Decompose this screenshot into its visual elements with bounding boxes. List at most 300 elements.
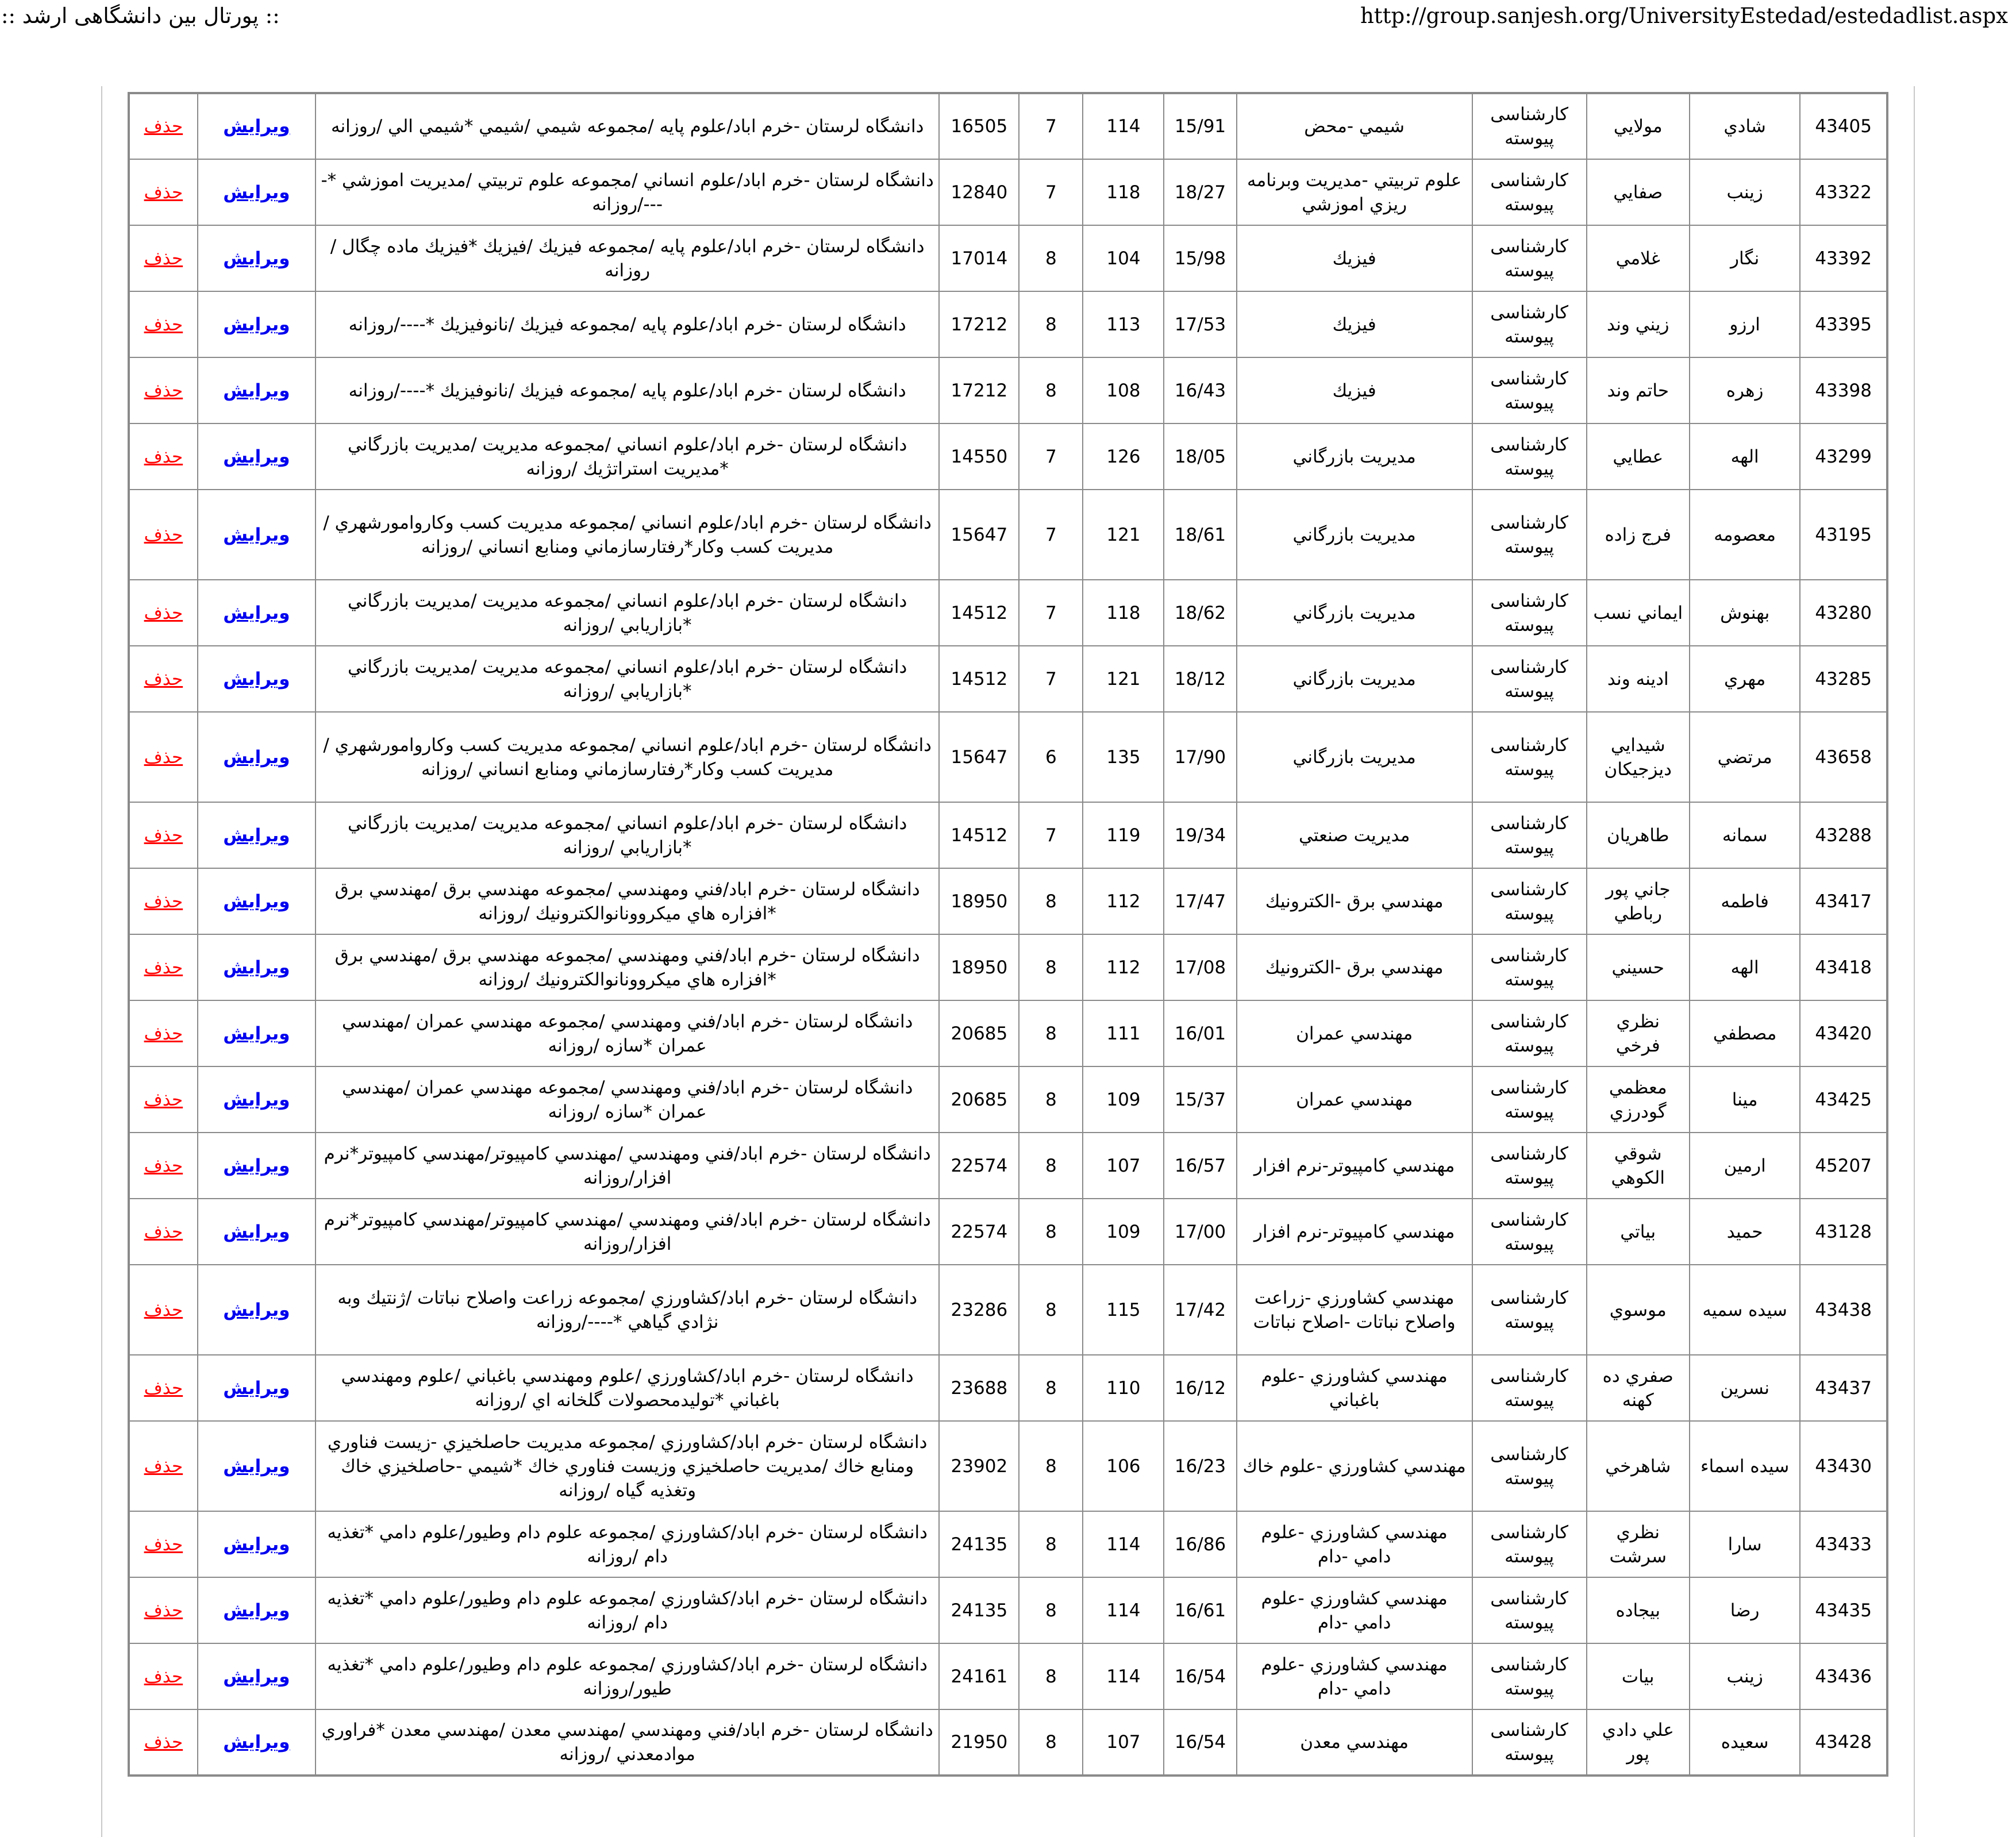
cell-first-name: حميد (1690, 1199, 1800, 1265)
delete-link[interactable]: حذف (144, 1299, 183, 1320)
table-row (129, 802, 1887, 868)
edit-link[interactable]: ويرايش (223, 1299, 290, 1320)
cell-last-name: زيني وند (1587, 291, 1690, 357)
cell-first-name: الهه (1690, 934, 1800, 1000)
cell-edit (198, 1421, 316, 1511)
delete-link[interactable]: حذف (144, 1089, 183, 1110)
cell-semesters: 7 (1019, 646, 1083, 712)
edit-link[interactable]: ويرايش (223, 1089, 290, 1110)
cell-gpa: 18/12 (1164, 646, 1236, 712)
cell-edit (198, 1643, 316, 1709)
cell-delete (129, 1709, 198, 1776)
cell-first-name: ارمين (1690, 1133, 1800, 1199)
cell-program-code: 15647 (939, 712, 1019, 802)
cell-rank: 118 (1083, 159, 1164, 225)
table-row (129, 712, 1887, 802)
cell-delete (129, 1265, 198, 1355)
edit-link[interactable]: ويرايش (223, 825, 290, 846)
cell-field: مهندسي برق -الكترونيك (1237, 934, 1472, 1000)
edit-link[interactable]: ويرايش (223, 602, 290, 623)
cell-rank: 126 (1083, 423, 1164, 490)
cell-gpa: 17/42 (1164, 1265, 1236, 1355)
cell-delete (129, 357, 198, 423)
cell-last-name: شيدايي ديزجيكان (1587, 712, 1690, 802)
cell-program-desc: دانشگاه لرستان -خرم اباد/علوم پايه /مجموعه فيزيك /فيزيك *فيزيك ماده چگال /روزانه (316, 225, 940, 291)
cell-program-desc: دانشگاه لرستان -خرم اباد/علوم پايه /مجموعه شيمي /شيمي *شيمي الي /روزانه (316, 93, 940, 159)
edit-link[interactable]: ويرايش (223, 1023, 290, 1044)
cell-degree: كارشناسی پيوسته (1472, 1133, 1587, 1199)
cell-field: مهندسي كشاورزي -علوم خاك (1237, 1421, 1472, 1511)
table-row (129, 423, 1887, 490)
cell-first-name: نگار (1690, 225, 1800, 291)
cell-program-desc: دانشگاه لرستان -خرم اباد/علوم انساني /مجموعه علوم تربيتي /مديريت اموزشي *----/روزانه (316, 159, 940, 225)
table-row (129, 1511, 1887, 1577)
cell-rank: 114 (1083, 93, 1164, 159)
cell-program-desc: دانشگاه لرستان -خرم اباد/كشاورزي /مجموعه علوم دام وطيور/علوم دامي *تغذيه دام /روزانه (316, 1577, 940, 1643)
edit-link[interactable]: ويرايش (223, 1732, 290, 1753)
cell-delete (129, 802, 198, 868)
cell-last-name: شوقي الكوهي (1587, 1133, 1690, 1199)
cell-degree: كارشناسی پيوسته (1472, 1643, 1587, 1709)
cell-last-name: غلامي (1587, 225, 1690, 291)
cell-degree: كارشناسی پيوسته (1472, 93, 1587, 159)
cell-rank: 115 (1083, 1265, 1164, 1355)
cell-id: 45207 (1800, 1133, 1887, 1199)
cell-edit (198, 712, 316, 802)
delete-link[interactable]: حذف (144, 1732, 183, 1753)
cell-degree: كارشناسی پيوسته (1472, 868, 1587, 934)
cell-edit (198, 1066, 316, 1133)
cell-id: 43280 (1800, 580, 1887, 646)
cell-program-code: 22574 (939, 1199, 1019, 1265)
cell-semesters: 8 (1019, 1066, 1083, 1133)
cell-delete (129, 1199, 198, 1265)
cell-edit (198, 1133, 316, 1199)
delete-link[interactable]: حذف (144, 891, 183, 912)
cell-edit (198, 1000, 316, 1066)
table-row (129, 490, 1887, 580)
cell-id: 43299 (1800, 423, 1887, 490)
cell-delete (129, 93, 198, 159)
cell-degree: كارشناسی پيوسته (1472, 1199, 1587, 1265)
cell-program-desc: دانشگاه لرستان -خرم اباد/كشاورزي /علوم ومهندسي باغباني /علوم ومهندسي باغباني *توليدمحصولات گلخانه اي /روزانه (316, 1355, 940, 1421)
cell-semesters: 6 (1019, 712, 1083, 802)
cell-id: 43428 (1800, 1709, 1887, 1776)
table-row (129, 1133, 1887, 1199)
edit-link[interactable]: ويرايش (223, 1455, 290, 1477)
cell-gpa: 16/61 (1164, 1577, 1236, 1643)
delete-link[interactable]: حذف (144, 1155, 183, 1176)
cell-first-name: سيده اسماء (1690, 1421, 1800, 1511)
cell-gpa: 15/98 (1164, 225, 1236, 291)
cell-field: مهندسي كشاورزي -علوم دامي -دام (1237, 1577, 1472, 1643)
table-row (129, 1000, 1887, 1066)
delete-link[interactable]: حذف (144, 1600, 183, 1621)
edit-link[interactable]: ويرايش (223, 380, 290, 401)
edit-link[interactable]: ويرايش (223, 746, 290, 768)
cell-last-name: عطايي (1587, 423, 1690, 490)
cell-edit (198, 423, 316, 490)
cell-edit (198, 1355, 316, 1421)
cell-semesters: 8 (1019, 1355, 1083, 1421)
cell-last-name: نظري فرخي (1587, 1000, 1690, 1066)
cell-delete (129, 423, 198, 490)
edit-link[interactable]: ويرايش (223, 1221, 290, 1242)
delete-link[interactable]: حذف (144, 1666, 183, 1687)
cell-gpa: 17/08 (1164, 934, 1236, 1000)
cell-program-code: 24135 (939, 1577, 1019, 1643)
cell-delete (129, 934, 198, 1000)
cell-id: 43436 (1800, 1643, 1887, 1709)
edit-link[interactable]: ويرايش (223, 314, 290, 335)
cell-program-desc: دانشگاه لرستان -خرم اباد/علوم انساني /مجموعه مديريت /مديريت بازرگاني *بازاريابي /روزانه (316, 580, 940, 646)
cell-degree: كارشناسی پيوسته (1472, 1066, 1587, 1133)
cell-edit (198, 1199, 316, 1265)
cell-program-desc: دانشگاه لرستان -خرم اباد/فني ومهندسي /مجموعه مهندسي برق /مهندسي برق *افزاره هاي ميكروونانوالكترونيك /روزانه (316, 868, 940, 934)
cell-last-name: مولايي (1587, 93, 1690, 159)
cell-rank: 118 (1083, 580, 1164, 646)
cell-program-desc: دانشگاه لرستان -خرم اباد/كشاورزي /مجموعه مديريت حاصلخيزي -زيست فناوري ومنابع خاك /مديريت حاصلخيزي وزيست فناوري خاك *شيمي -حاصلخيزي خاك وتغذيه گياه /روزانه (316, 1421, 940, 1511)
cell-first-name: مرتضي (1690, 712, 1800, 802)
cell-field: مهندسي معدن (1237, 1709, 1472, 1776)
cell-delete (129, 291, 198, 357)
cell-gpa: 16/57 (1164, 1133, 1236, 1199)
cell-semesters: 8 (1019, 1133, 1083, 1199)
cell-id: 43392 (1800, 225, 1887, 291)
table-row (129, 1066, 1887, 1133)
cell-field: مهندسي كامپيوتر-نرم افزار (1237, 1133, 1472, 1199)
cell-last-name: ايماني نسب (1587, 580, 1690, 646)
cell-degree: كارشناسی پيوسته (1472, 712, 1587, 802)
cell-gpa: 15/37 (1164, 1066, 1236, 1133)
cell-id: 43425 (1800, 1066, 1887, 1133)
cell-semesters: 8 (1019, 934, 1083, 1000)
cell-gpa: 15/91 (1164, 93, 1236, 159)
cell-first-name: ارزو (1690, 291, 1800, 357)
cell-field: شيمي -محض (1237, 93, 1472, 159)
cell-delete (129, 1511, 198, 1577)
edit-link[interactable]: ويرايش (223, 1377, 290, 1399)
cell-id: 43437 (1800, 1355, 1887, 1421)
cell-program-desc: دانشگاه لرستان -خرم اباد/علوم پايه /مجموعه فيزيك /نانوفيزيك *----/روزانه (316, 291, 940, 357)
cell-semesters: 8 (1019, 225, 1083, 291)
cell-program-desc: دانشگاه لرستان -خرم اباد/فني ومهندسي /مجموعه مهندسي عمران /مهندسي عمران *سازه /روزانه (316, 1066, 940, 1133)
cell-id: 43128 (1800, 1199, 1887, 1265)
cell-last-name: علي دادي پور (1587, 1709, 1690, 1776)
cell-gpa: 16/54 (1164, 1709, 1236, 1776)
table-row (129, 357, 1887, 423)
cell-degree: كارشناسی پيوسته (1472, 357, 1587, 423)
delete-link[interactable]: حذف (144, 1534, 183, 1555)
cell-edit (198, 934, 316, 1000)
cell-field: مهندسي عمران (1237, 1000, 1472, 1066)
delete-link[interactable]: حذف (144, 524, 183, 545)
cell-first-name: نسرين (1690, 1355, 1800, 1421)
cell-delete (129, 159, 198, 225)
cell-edit (198, 868, 316, 934)
cell-id: 43195 (1800, 490, 1887, 580)
cell-program-desc: دانشگاه لرستان -خرم اباد/علوم انساني /مجموعه مديريت /مديريت بازرگاني *مديريت استراتژيك /روزانه (316, 423, 940, 490)
cell-program-desc: دانشگاه لرستان -خرم اباد/فني ومهندسي /مهندسي كامپيوتر/مهندسي كامپيوتر*نرم افزار/روزانه (316, 1133, 940, 1199)
cell-semesters: 8 (1019, 868, 1083, 934)
cell-delete (129, 1133, 198, 1199)
cell-delete (129, 1355, 198, 1421)
cell-delete (129, 580, 198, 646)
edit-link[interactable]: ويرايش (223, 957, 290, 978)
edit-link[interactable]: ويرايش (223, 891, 290, 912)
cell-program-code: 16505 (939, 93, 1019, 159)
cell-program-code: 18950 (939, 934, 1019, 1000)
cell-degree: كارشناسی پيوسته (1472, 159, 1587, 225)
cell-first-name: فاطمه (1690, 868, 1800, 934)
cell-id: 43398 (1800, 357, 1887, 423)
edit-link[interactable]: ويرايش (223, 1155, 290, 1176)
portal-title: :: پورتال بین دانشگاهی ارشد :: (1, 3, 280, 28)
cell-gpa: 17/53 (1164, 291, 1236, 357)
cell-edit (198, 1511, 316, 1577)
cell-gpa: 16/01 (1164, 1000, 1236, 1066)
cell-rank: 108 (1083, 357, 1164, 423)
cell-program-code: 17014 (939, 225, 1019, 291)
edit-link[interactable]: ويرايش (223, 1600, 290, 1621)
cell-delete (129, 1066, 198, 1133)
cell-program-code: 20685 (939, 1066, 1019, 1133)
cell-gpa: 18/05 (1164, 423, 1236, 490)
cell-semesters: 7 (1019, 802, 1083, 868)
page-border-right (1914, 86, 1915, 1837)
cell-field: مهندسي برق -الكترونيك (1237, 868, 1472, 934)
cell-edit (198, 1265, 316, 1355)
cell-program-code: 24161 (939, 1643, 1019, 1709)
cell-id: 43433 (1800, 1511, 1887, 1577)
cell-semesters: 8 (1019, 1577, 1083, 1643)
candidates-table (128, 92, 1888, 1777)
cell-rank: 121 (1083, 646, 1164, 712)
delete-link[interactable]: حذف (144, 314, 183, 335)
cell-degree: كارشناسی پيوسته (1472, 1355, 1587, 1421)
delete-link[interactable]: حذف (144, 116, 183, 137)
edit-link[interactable]: ويرايش (223, 668, 290, 690)
cell-last-name: صفري ده كهنه (1587, 1355, 1690, 1421)
delete-link[interactable]: حذف (144, 1221, 183, 1242)
cell-last-name: معظمي گودرزي (1587, 1066, 1690, 1133)
cell-degree: كارشناسی پيوسته (1472, 423, 1587, 490)
cell-semesters: 7 (1019, 580, 1083, 646)
cell-gpa: 16/12 (1164, 1355, 1236, 1421)
edit-link[interactable]: ويرايش (223, 446, 290, 467)
cell-delete (129, 225, 198, 291)
cell-program-desc: دانشگاه لرستان -خرم اباد/فني ومهندسي /مهندسي معدن /مهندسي معدن *فراوري موادمعدني /روزانه (316, 1709, 940, 1776)
cell-rank: 110 (1083, 1355, 1164, 1421)
cell-edit (198, 225, 316, 291)
cell-last-name: صفايي (1587, 159, 1690, 225)
edit-link[interactable]: ويرايش (223, 182, 290, 203)
delete-link[interactable]: حذف (144, 957, 183, 978)
cell-last-name: بياتي (1587, 1199, 1690, 1265)
cell-delete (129, 1421, 198, 1511)
cell-degree: كارشناسی پيوسته (1472, 1265, 1587, 1355)
cell-gpa: 19/34 (1164, 802, 1236, 868)
cell-field: علوم تربيتي -مديريت وبرنامه ريزي اموزشي (1237, 159, 1472, 225)
cell-gpa: 16/54 (1164, 1643, 1236, 1709)
cell-rank: 106 (1083, 1421, 1164, 1511)
cell-first-name: سيده سميه (1690, 1265, 1800, 1355)
cell-edit (198, 159, 316, 225)
cell-delete (129, 1000, 198, 1066)
cell-id: 43658 (1800, 712, 1887, 802)
cell-delete (129, 490, 198, 580)
cell-program-code: 12840 (939, 159, 1019, 225)
cell-field: مديريت بازرگاني (1237, 646, 1472, 712)
cell-rank: 119 (1083, 802, 1164, 868)
cell-edit (198, 580, 316, 646)
cell-edit (198, 1577, 316, 1643)
cell-rank: 135 (1083, 712, 1164, 802)
delete-link[interactable]: حذف (144, 1377, 183, 1399)
cell-semesters: 7 (1019, 159, 1083, 225)
cell-program-code: 17212 (939, 357, 1019, 423)
table-row (129, 1355, 1887, 1421)
cell-last-name: ادينه وند (1587, 646, 1690, 712)
cell-rank: 113 (1083, 291, 1164, 357)
cell-field: مهندسي عمران (1237, 1066, 1472, 1133)
page-border-left (101, 86, 102, 1837)
cell-delete (129, 868, 198, 934)
cell-gpa: 18/27 (1164, 159, 1236, 225)
cell-last-name: بيجاده (1587, 1577, 1690, 1643)
edit-link[interactable]: ويرايش (223, 1666, 290, 1687)
cell-program-code: 14512 (939, 646, 1019, 712)
cell-field: مديريت بازرگاني (1237, 423, 1472, 490)
cell-rank: 112 (1083, 934, 1164, 1000)
cell-last-name: فرج زاده (1587, 490, 1690, 580)
cell-first-name: معصومه (1690, 490, 1800, 580)
delete-link[interactable]: حذف (144, 380, 183, 401)
cell-degree: كارشناسی پيوسته (1472, 291, 1587, 357)
cell-degree: كارشناسی پيوسته (1472, 1709, 1587, 1776)
cell-first-name: زينب (1690, 159, 1800, 225)
delete-link[interactable]: حذف (144, 182, 183, 203)
cell-first-name: مصطفي (1690, 1000, 1800, 1066)
cell-program-desc: دانشگاه لرستان -خرم اباد/كشاورزي /مجموعه علوم دام وطيور/علوم دامي *تغذيه طيور/روزانه (316, 1643, 940, 1709)
table-row (129, 868, 1887, 934)
cell-semesters: 7 (1019, 93, 1083, 159)
table-row (129, 580, 1887, 646)
cell-semesters: 8 (1019, 1265, 1083, 1355)
cell-last-name: طاهريان (1587, 802, 1690, 868)
cell-id: 43438 (1800, 1265, 1887, 1355)
cell-field: مديريت بازرگاني (1237, 712, 1472, 802)
table-row (129, 1421, 1887, 1511)
cell-program-code: 15647 (939, 490, 1019, 580)
cell-program-code: 23688 (939, 1355, 1019, 1421)
cell-id: 43430 (1800, 1421, 1887, 1511)
cell-id: 43418 (1800, 934, 1887, 1000)
delete-link[interactable]: حذف (144, 746, 183, 768)
cell-program-desc: دانشگاه لرستان -خرم اباد/علوم انساني /مجموعه مديريت /مديريت بازرگاني *بازاريابي /روزانه (316, 646, 940, 712)
cell-semesters: 8 (1019, 1000, 1083, 1066)
cell-degree: كارشناسی پيوسته (1472, 1421, 1587, 1511)
table-row (129, 934, 1887, 1000)
delete-link[interactable]: حذف (144, 1455, 183, 1477)
cell-program-code: 14512 (939, 580, 1019, 646)
cell-program-code: 23286 (939, 1265, 1019, 1355)
cell-id: 43435 (1800, 1577, 1887, 1643)
edit-link[interactable]: ويرايش (223, 524, 290, 545)
cell-program-code: 24135 (939, 1511, 1019, 1577)
cell-rank: 107 (1083, 1709, 1164, 1776)
cell-rank: 109 (1083, 1066, 1164, 1133)
cell-edit (198, 93, 316, 159)
cell-last-name: حاتم وند (1587, 357, 1690, 423)
cell-rank: 114 (1083, 1511, 1164, 1577)
cell-first-name: سارا (1690, 1511, 1800, 1577)
cell-first-name: الهه (1690, 423, 1800, 490)
cell-edit (198, 646, 316, 712)
cell-gpa: 18/61 (1164, 490, 1236, 580)
page-url: http://group.sanjesh.org/UniversityEstedad/estedadlist.aspx (1360, 3, 2008, 28)
cell-program-code: 17212 (939, 291, 1019, 357)
cell-id: 43405 (1800, 93, 1887, 159)
table-row (129, 291, 1887, 357)
cell-gpa: 17/90 (1164, 712, 1236, 802)
cell-degree: كارشناسی پيوسته (1472, 580, 1587, 646)
cell-field: مديريت بازرگاني (1237, 490, 1472, 580)
cell-field: مديريت بازرگاني (1237, 580, 1472, 646)
cell-semesters: 7 (1019, 423, 1083, 490)
cell-semesters: 8 (1019, 357, 1083, 423)
delete-link[interactable]: حذف (144, 602, 183, 623)
cell-field: مهندسي كشاورزي -علوم دامي -دام (1237, 1643, 1472, 1709)
cell-first-name: سمانه (1690, 802, 1800, 868)
cell-semesters: 8 (1019, 1643, 1083, 1709)
edit-link[interactable]: ويرايش (223, 248, 290, 269)
cell-field: مديريت صنعتي (1237, 802, 1472, 868)
edit-link[interactable]: ويرايش (223, 1534, 290, 1555)
cell-first-name: مينا (1690, 1066, 1800, 1133)
cell-delete (129, 646, 198, 712)
cell-program-desc: دانشگاه لرستان -خرم اباد/علوم انساني /مجموعه مديريت كسب وكاروامورشهري /مديريت كسب وكار*رفتارسازماني ومنابع انساني /روزانه (316, 712, 940, 802)
delete-link[interactable]: حذف (144, 825, 183, 846)
cell-rank: 111 (1083, 1000, 1164, 1066)
cell-gpa: 18/62 (1164, 580, 1236, 646)
cell-last-name: موسوي (1587, 1265, 1690, 1355)
table-row (129, 159, 1887, 225)
delete-link[interactable]: حذف (144, 668, 183, 690)
delete-link[interactable]: حذف (144, 248, 183, 269)
cell-edit (198, 357, 316, 423)
cell-id: 43417 (1800, 868, 1887, 934)
cell-program-code: 21950 (939, 1709, 1019, 1776)
cell-program-code: 18950 (939, 868, 1019, 934)
cell-gpa: 17/47 (1164, 868, 1236, 934)
cell-delete (129, 1643, 198, 1709)
edit-link[interactable]: ويرايش (223, 116, 290, 137)
cell-program-desc: دانشگاه لرستان -خرم اباد/علوم پايه /مجموعه فيزيك /نانوفيزيك *----/روزانه (316, 357, 940, 423)
cell-last-name: جاني پور رباطي (1587, 868, 1690, 934)
delete-link[interactable]: حذف (144, 1023, 183, 1044)
table-row (129, 1199, 1887, 1265)
delete-link[interactable]: حذف (144, 446, 183, 467)
cell-field: فيزيك (1237, 357, 1472, 423)
cell-first-name: سعيده (1690, 1709, 1800, 1776)
cell-gpa: 17/00 (1164, 1199, 1236, 1265)
cell-id: 43322 (1800, 159, 1887, 225)
cell-field: فيزيك (1237, 291, 1472, 357)
cell-id: 43395 (1800, 291, 1887, 357)
cell-last-name: حسيني (1587, 934, 1690, 1000)
table-row (129, 1577, 1887, 1643)
